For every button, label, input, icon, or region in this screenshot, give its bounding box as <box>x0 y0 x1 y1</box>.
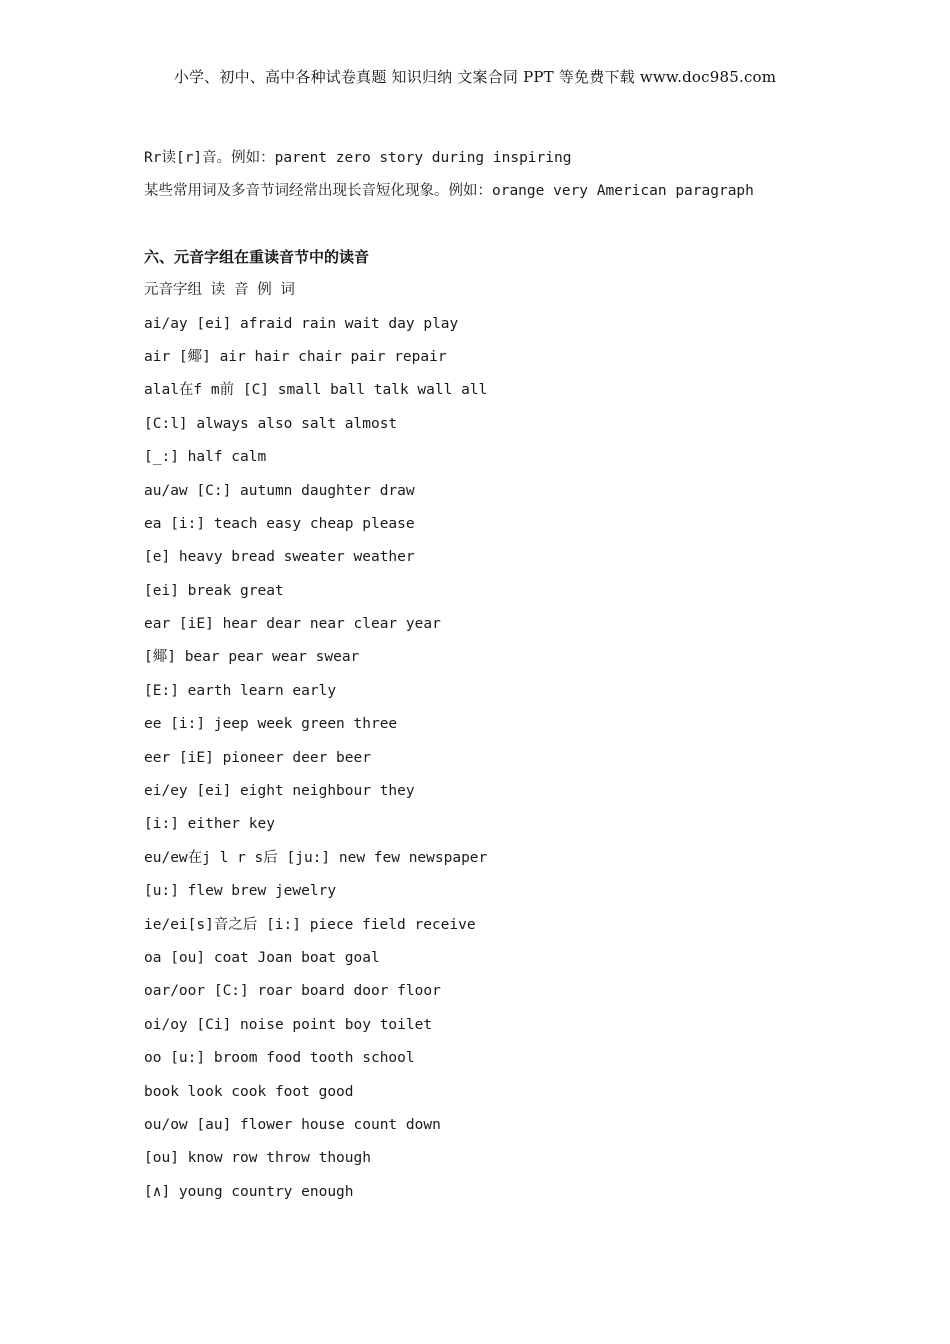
table-row: [u:] flew brew jewelry <box>144 883 337 900</box>
table-row: eu/ew在j l r s后 [ju:] new few newspaper <box>144 849 488 866</box>
table-row: [∧] young country enough <box>144 1183 354 1200</box>
table-row: ie/ei[s]音之后 [i:] piece field receive <box>144 916 476 933</box>
document-body <box>144 148 924 1215</box>
table-row: [C:l] always also salt almost <box>144 415 398 432</box>
table-row: ee [i:] jeep week green three <box>144 716 398 733</box>
table-row: oa [ou] coat Joan boat goal <box>144 949 380 966</box>
section-heading: 六、元音字组在重读音节中的读音 <box>144 247 370 266</box>
table-row: eer [iE] pioneer deer beer <box>144 749 371 766</box>
table-header: 元音字组 读 音 例 词 <box>144 282 295 299</box>
table-row: [鄊] bear pear wear swear <box>144 649 360 666</box>
table-row: ai/ay [ei] afraid rain wait day play <box>144 315 459 332</box>
table-row: oi/oy [Ci] noise point boy toilet <box>144 1016 433 1033</box>
intro-line: 某些常用词及多音节词经常出现长音短化现象。例如：orange very American paragraph <box>144 183 754 200</box>
table-row: ei/ey [ei] eight neighbour they <box>144 783 415 800</box>
table-row: ou/ow [au] flower house count down <box>144 1116 441 1133</box>
table-row: [_:] half calm <box>144 449 267 466</box>
table-row: air [鄊] air hair chair pair repair <box>144 348 447 365</box>
vowel-table <box>144 314 924 1216</box>
table-row: [e] heavy bread sweater weather <box>144 549 415 566</box>
table-row: [i:] either key <box>144 816 275 833</box>
table-row: [E:] earth learn early <box>144 682 337 699</box>
table-row: ea [i:] teach easy cheap please <box>144 515 415 532</box>
table-row: book look cook foot good <box>144 1083 354 1100</box>
table-row: oo [u:] broom food tooth school <box>144 1050 415 1067</box>
table-row: ear [iE] hear dear near clear year <box>144 616 441 633</box>
page-header: 小学、初中、高中各种试卷真题 知识归纳 文案合同 PPT 等免费下载 www.doc985.com <box>173 68 777 86</box>
intro-line: Rr读[r]音。例如：parent zero story during inspiring <box>144 150 572 166</box>
table-row: oar/oor [C:] roar board door floor <box>144 983 441 1000</box>
table-row: alal在f m前 [C] small ball talk wall all <box>144 382 488 399</box>
table-row: [ou] know row throw though <box>144 1150 371 1167</box>
spacer <box>144 215 924 247</box>
table-row: au/aw [C:] autumn daughter draw <box>144 482 415 499</box>
table-row: [ei] break great <box>144 582 284 599</box>
